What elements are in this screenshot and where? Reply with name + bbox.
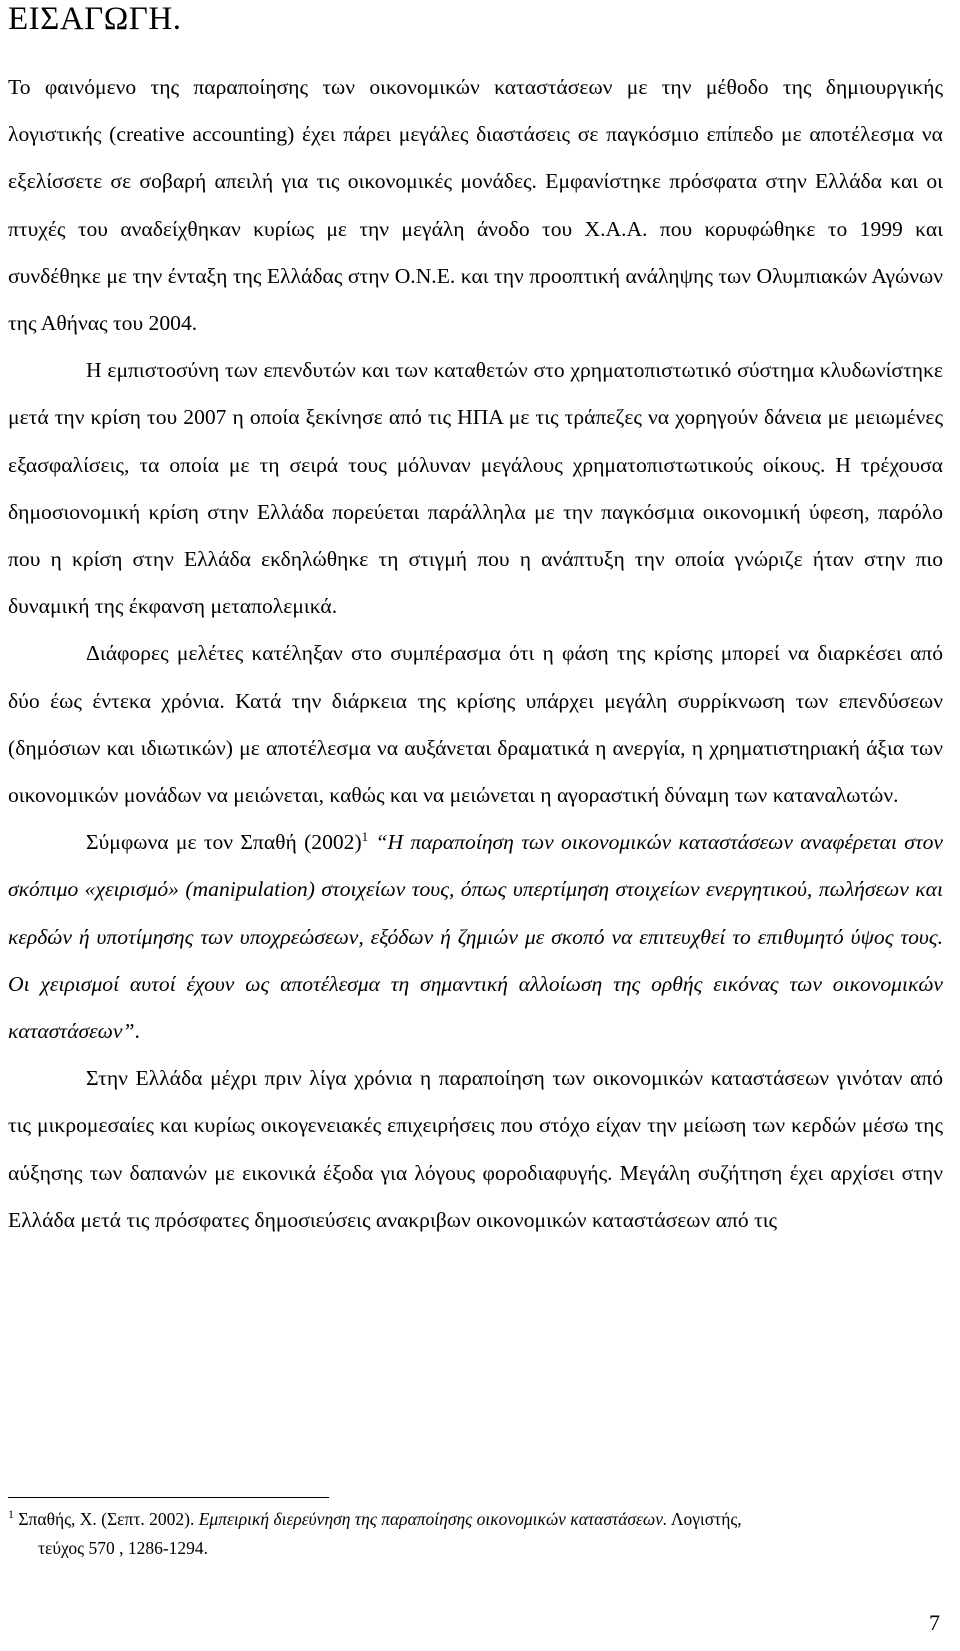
paragraph-4-lead: Σύμφωνα με τον Σπαθή (2002) xyxy=(86,830,362,855)
paragraph-4 xyxy=(8,819,943,1055)
paragraph-2: Η εμπιστοσύνη των επενδυτών και των καταθετών στο χρηματοπιστωτικό σύστημα κλυδωνίστηκε μετά την κρίση του 2007 η οποία ξεκίνησε από τις ΗΠΑ με τις τράπεζες να χορηγούν δάνεια με μειωμένες εξασφαλίσεις, τα οποία με τη σειρά τους μόλυναν μεγάλους χρηματοπιστωτικούς οίκους. Η τρέχουσα δημοσιονομική κρίση στην Ελλάδα πορεύεται παράλληλα με την παγκόσμια οικονομική ύφεση, παρόλο που η κρίση στην Ελλάδα εκδηλώθηκε τη στιγμή που η ανάπτυξη την οποία γνώριζε ήταν στην πιο δυναμική της έκφανση μεταπολεμικά. xyxy=(8,358,943,619)
footnote-line-1 xyxy=(8,1505,943,1534)
body-text xyxy=(8,64,943,1244)
quotation: “Η παραποίηση των οικονομικών καταστάσεων αναφέρεται στον σκόπιμο «χειρισμό» (manipulation) στοιχείων τους, όπως υπερτίμηση στοιχείων ενεργητικού, πωλήσεων και κερδών ή υποτίμησης των υποχρεώσεων, εξόδων ή ζημιών με σκοπό να επιτευχθεί το επιθυμητό ύψος τους. Οι χειρισμοί αυτοί έχουν ως αποτέλεσμα τη σημαντική αλλοίωση της ορθής εικόνας των οικονομικών καταστάσεων” xyxy=(8,830,943,1044)
paragraph-1: Το φαινόμενο της παραποίησης των οικονομικών καταστάσεων με την μέθοδο της δημιουργικής λογιστικής (creative accounting) έχει πάρει μεγάλες διαστάσεις σε παγκόσμιο επίπεδο με αποτέλεσμα να εξελίσσετε σε σοβαρή απειλή για τις οικονομικές μονάδες. Εμφανίστηκε πρόσφατα στην Ελλάδα και οι πτυχές του αναδείχθηκαν κυρίως με την μεγάλη άνοδο του Χ.Α.Α. που κορυφώθηκε το 1999 και συνδέθηκε με την ένταξη της Ελλάδας στην Ο.Ν.Ε. και την προοπτική ανάληψης των Ολυμπιακών Αγώνων της Αθήνας του 2004. xyxy=(8,75,943,336)
footnote xyxy=(8,1505,943,1563)
footnote-separator xyxy=(8,1497,329,1498)
footnote-mark: 1 xyxy=(8,1507,14,1522)
footnote-source: Λογιστής, xyxy=(667,1509,742,1529)
paragraph-3: Διάφορες μελέτες κατέληξαν στο συμπέρασμα ότι η φάση της κρίσης μπορεί να διαρκέσει από δύο έως έντεκα χρόνια. Κατά την διάρκεια της κρίσης υπάρχει μεγάλη συρρίκνωση των επενδύσεων (δημόσιων και ιδιωτικών) με αποτέλεσμα να αυξάνεται δραματικά η ανεργία, η χρηματιστηριακή άξια των οικονομικών μονάδων να μειώνεται, καθώς και να μειώνεται η αγοραστική δύναμη των καταναλωτών. xyxy=(8,641,943,808)
footnote-line-2: τεύχος 570 , 1286-1294. xyxy=(38,1538,209,1558)
footnote-author: Σπαθής, Χ. (Σεπτ. 2002). xyxy=(18,1509,199,1529)
paragraph-5: Στην Ελλάδα μέχρι πριν λίγα χρόνια η παραποίηση των οικονομικών καταστάσεων γινόταν από τις μικρομεσαίες και κυρίως οικογενειακές επιχειρήσεις που στόχο είχαν την μείωση των κερδών μέσω της αύξησης των δαπανών με εικονικά έξοδα για λόγους φοροδιαφυγής. Μεγάλη συζήτηση έχει αρχίσει στην Ελλάδα μετά τις πρόσφατες δημοσιεύσεις ανακριβων οικονομικών καταστάσεων από τις xyxy=(8,1066,943,1232)
page-number: 7 xyxy=(929,1610,940,1635)
section-heading: ΕΙΣΑΓΩΓΗ. xyxy=(8,1,182,37)
footnote-title: Εμπειρική διερεύνηση της παραποίησης οικονομικών καταστάσεων. xyxy=(198,1509,668,1529)
paragraph-4-end: . xyxy=(134,1019,140,1044)
footnote-reference: 1 xyxy=(361,829,369,845)
